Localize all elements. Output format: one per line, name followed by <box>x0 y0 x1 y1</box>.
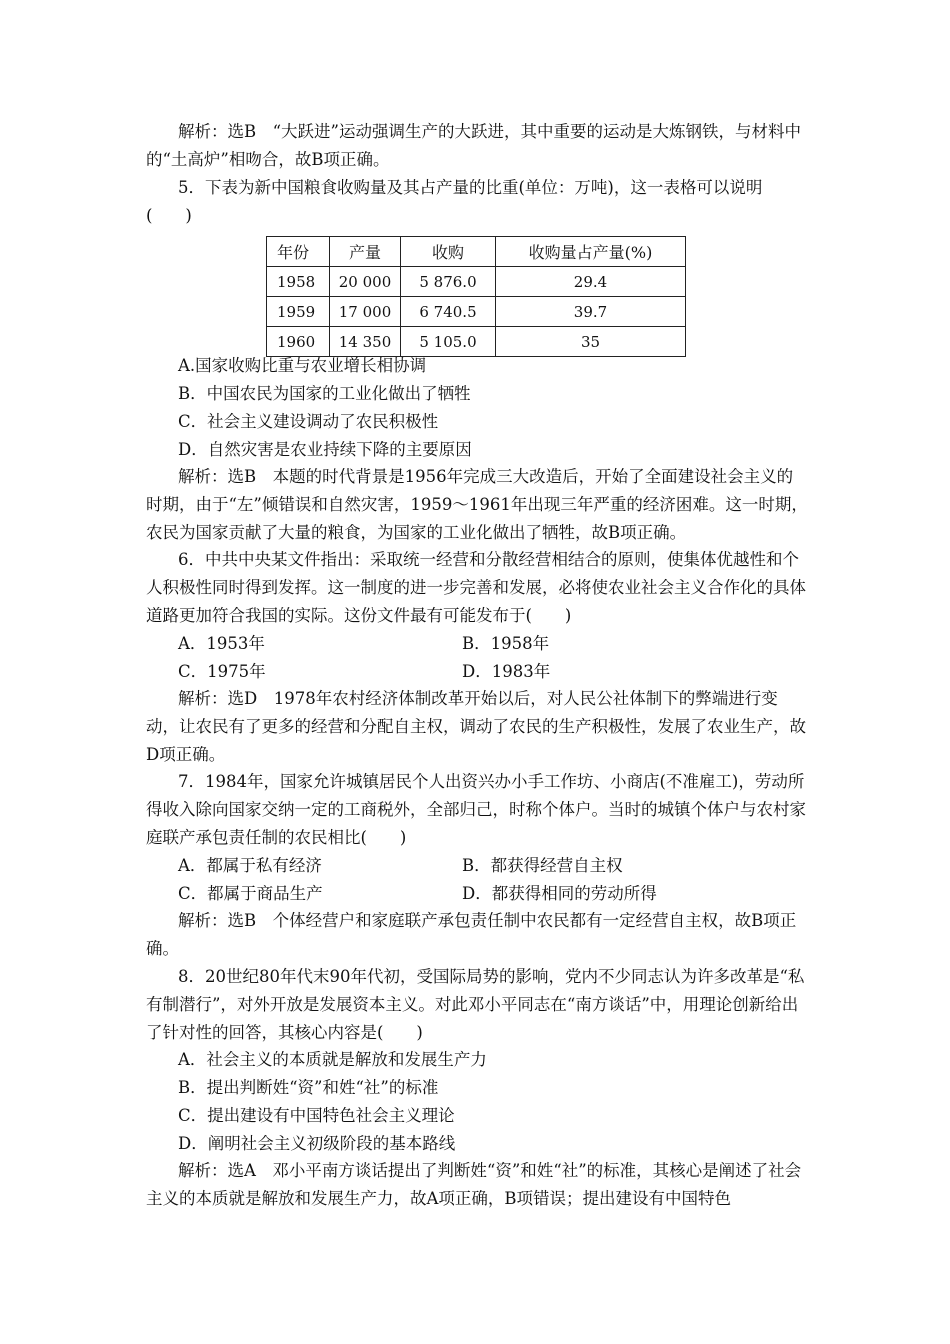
q8-stem: 8．20世纪80年代末90年代初，受国际局势的影响，党内不少同志认为许多改革是“私有制潜行”，对外开放是发展资本主义。对此邓小平同志在“南方谈话”中，用理论创新给出了针对性的回答，其核心内容是( ) <box>146 967 805 1042</box>
table-header-cell: 产量 <box>330 237 401 267</box>
table-header-row <box>267 237 686 267</box>
q6-option-c: C．1975年 <box>178 662 266 681</box>
table-header-cell: 收购量占产量(%) <box>496 237 686 267</box>
q8-option-d: D．阐明社会主义初级阶段的基本路线 <box>178 1134 456 1153</box>
q5-option-d: D．自然灾害是农业持续下降的主要原因 <box>178 440 472 459</box>
table-cell: 39.7 <box>496 297 686 327</box>
q5-option-b: B．中国农民为国家的工业化做出了牺牲 <box>178 384 471 403</box>
q6-option-d: D．1983年 <box>462 662 551 681</box>
table-cell: 29.4 <box>496 267 686 297</box>
table-cell: 1960 <box>267 327 330 357</box>
grain-table <box>266 236 686 357</box>
table-cell: 14 350 <box>330 327 401 357</box>
table-cell: 1959 <box>267 297 330 327</box>
q7-option-c: C．都属于商品生产 <box>178 884 323 903</box>
q6-option-b: B．1958年 <box>462 634 550 653</box>
table-cell: 1958 <box>267 267 330 297</box>
q4-analysis: 解析：选B “大跃进”运动强调生产的大跃进，其中重要的运动是大炼钢铁，与材料中的“土高炉”相吻合，故B项正确。 <box>146 122 801 169</box>
table-cell: 35 <box>496 327 686 357</box>
q8-option-a: A．社会主义的本质就是解放和发展生产力 <box>178 1050 487 1069</box>
table-row <box>267 267 686 297</box>
table-header-cell: 收购 <box>401 237 496 267</box>
table-cell: 20 000 <box>330 267 401 297</box>
q8-option-b: B．提出判断姓“资”和姓“社”的标准 <box>178 1078 439 1097</box>
q7-option-a: A．都属于私有经济 <box>178 856 322 875</box>
q6-stem: 6．中共中央某文件指出：采取统一经营和分散经营相结合的原则，使集体优越性和个人积极性同时得到发挥。这一制度的进一步完善和发展，必将使农业社会主义合作化的具体道路更加符合我国的实际。这份文件最有可能发布于( ) <box>146 550 806 625</box>
q6-option-a: A．1953年 <box>178 634 265 653</box>
table-cell: 17 000 <box>330 297 401 327</box>
q8-option-c: C．提出建设有中国特色社会主义理论 <box>178 1106 455 1125</box>
table-cell: 5 876.0 <box>401 267 496 297</box>
q5-stem: 5．下表为新中国粮食收购量及其占产量的比重(单位：万吨)，这一表格可以说明( ) <box>146 178 763 225</box>
q5-analysis: 解析：选B 本题的时代背景是1956年完成三大改造后，开始了全面建设社会主义的时期，由于“左”倾错误和自然灾害，1959～1961年出现三年严重的经济困难。这一时期，农民为国家贡献了大量的粮食，为国家的工业化做出了牺牲，故B项正确。 <box>146 467 808 542</box>
table-cell: 5 105.0 <box>401 327 496 357</box>
q7-stem: 7．1984年，国家允许城镇居民个人出资兴办小手工作坊、小商店(不准雇工)，劳动所得收入除向国家交纳一定的工商税外，全部归己，时称个体户。当时的城镇个体户与农村家庭联产承包责任制的农民相比( ) <box>146 772 806 847</box>
q5-option-a: A.国家收购比重与农业增长相协调 <box>178 356 427 375</box>
q7-option-d: D．都获得相同的劳动所得 <box>462 884 657 903</box>
q7-analysis: 解析：选B 个体经营户和家庭联产承包责任制中农民都有一定经营自主权，故B项正确。 <box>146 911 797 958</box>
q6-analysis: 解析：选D 1978年农村经济体制改革开始以后，对人民公社体制下的弊端进行变动，让农民有了更多的经营和分配自主权，调动了农民的生产积极性，发展了农业生产，故D项正确。 <box>146 689 806 764</box>
q7-option-b: B．都获得经营自主权 <box>462 856 623 875</box>
q5-option-c: C．社会主义建设调动了农民积极性 <box>178 412 439 431</box>
table-row <box>267 297 686 327</box>
q8-analysis: 解析：选A 邓小平南方谈话提出了判断姓“资”和姓“社”的标准，其核心是阐述了社会主义的本质就是解放和发展生产力，故A项正确，B项错误；提出建设有中国特色 <box>146 1161 802 1208</box>
table-cell: 6 740.5 <box>401 297 496 327</box>
table-header-cell: 年份 <box>267 237 330 267</box>
